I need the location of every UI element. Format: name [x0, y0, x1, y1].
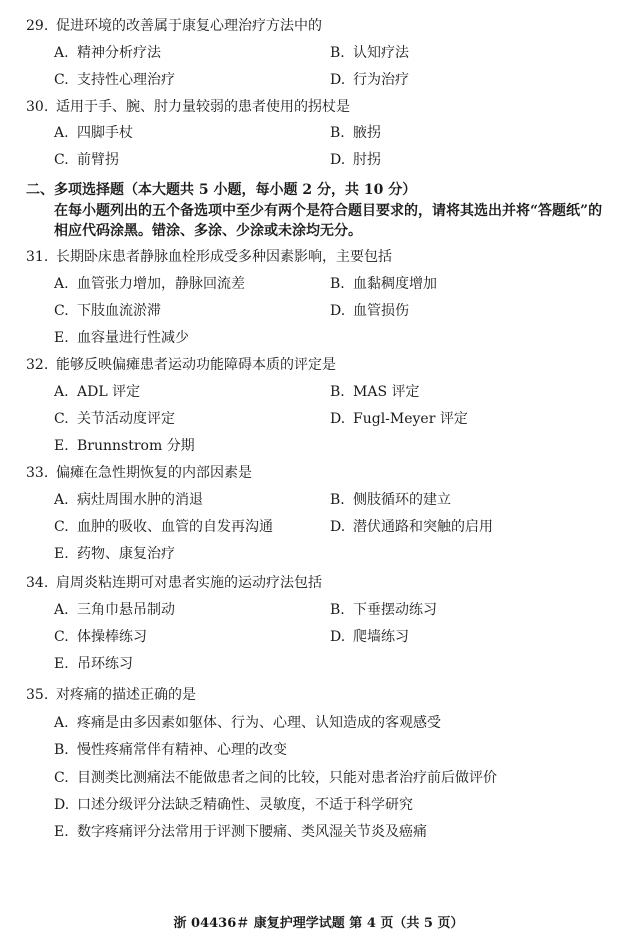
option-33-d	[330, 517, 493, 537]
option-letter: C.	[54, 303, 69, 319]
question-number: 33.	[26, 465, 49, 481]
option-text: 侧肢循环的建立	[353, 492, 451, 508]
question-32	[26, 355, 626, 375]
option-letter: E.	[54, 330, 69, 346]
option-letter: A.	[54, 45, 69, 61]
option-32-e	[54, 436, 195, 456]
option-text: 下肢血流淤滞	[77, 303, 161, 319]
option-letter: B.	[330, 492, 345, 508]
option-text: MAS 评定	[353, 384, 420, 400]
option-31-d	[330, 301, 409, 321]
option-text: 血黏稠度增加	[353, 276, 437, 292]
question-stem: 偏瘫在急性期恢复的内部因素是	[56, 465, 252, 481]
option-letter: E.	[54, 824, 69, 840]
option-34-c	[54, 627, 147, 647]
option-letter: A.	[54, 492, 69, 508]
option-letter: C.	[54, 152, 69, 168]
option-text: ADL 评定	[77, 384, 141, 400]
option-letter: C.	[54, 72, 69, 88]
question-30	[26, 97, 626, 117]
question-31	[26, 247, 626, 267]
question-number: 30.	[26, 99, 49, 115]
option-text: 关节活动度评定	[77, 411, 175, 427]
option-letter: B.	[330, 384, 345, 400]
option-letter: D.	[330, 629, 346, 645]
option-text: 病灶周围水肿的消退	[77, 492, 203, 508]
question-35	[26, 685, 626, 705]
option-text: 血管损伤	[353, 303, 409, 319]
option-30-d	[330, 150, 381, 170]
option-letter: A.	[54, 602, 69, 618]
question-number: 32.	[26, 357, 49, 373]
option-text: 行为治疗	[353, 72, 409, 88]
option-text: 口述分级评分法缺乏精确性、灵敏度，不适于科学研究	[77, 797, 413, 813]
option-letter: B.	[330, 276, 345, 292]
option-letter: D.	[330, 411, 346, 427]
question-number: 34.	[26, 575, 49, 591]
option-letter: D.	[330, 303, 346, 319]
option-letter: E.	[54, 438, 69, 454]
option-text: 爬墙练习	[353, 629, 409, 645]
option-letter: D.	[330, 152, 346, 168]
option-letter: D.	[330, 72, 346, 88]
section-instruction: 在每小题列出的五个备选项中至少有两个是符合题目要求的，请将其选出并将“答题纸”的相应代码涂黑。错涂、多涂、少涂或未涂均无分。	[54, 203, 603, 239]
question-stem: 肩周炎粘连期可对患者实施的运动疗法包括	[56, 575, 322, 591]
option-31-a	[54, 274, 245, 294]
option-text: 吊环练习	[77, 656, 133, 672]
option-30-c	[54, 150, 119, 170]
question-number: 29.	[26, 18, 49, 34]
option-letter: B.	[330, 45, 345, 61]
option-32-c	[54, 409, 175, 429]
option-text: 潜伏通路和突触的启用	[353, 519, 493, 535]
question-number: 31.	[26, 249, 49, 265]
option-letter: B.	[54, 742, 69, 758]
option-text: 目测类比测痛法不能做患者之间的比较，只能对患者治疗前后做评价	[77, 770, 497, 786]
option-29-a	[54, 43, 161, 63]
option-text: 三角巾悬吊制动	[77, 602, 175, 618]
question-stem: 能够反映偏瘫患者运动功能障碍本质的评定是	[56, 357, 336, 373]
option-letter: A.	[54, 125, 69, 141]
option-text: 慢性疼痛常伴有精神、心理的改变	[77, 742, 287, 758]
question-stem: 适用于手、腕、肘力量较弱的患者使用的拐杖是	[56, 99, 350, 115]
option-letter: D.	[330, 519, 346, 535]
option-35-d	[54, 795, 413, 815]
option-text: 认知疗法	[353, 45, 409, 61]
option-letter: E.	[54, 656, 69, 672]
option-text: 疼痛是由多因素如躯体、行为、心理、认知造成的客观感受	[77, 715, 441, 731]
option-33-e	[54, 544, 175, 564]
option-30-b	[330, 123, 381, 143]
option-31-e	[54, 328, 189, 348]
option-text: Brunnstrom 分期	[77, 438, 195, 454]
option-35-e	[54, 822, 427, 842]
option-29-d	[330, 70, 409, 90]
option-letter: C.	[54, 770, 69, 786]
option-29-b	[330, 43, 409, 63]
option-35-c	[54, 768, 497, 788]
question-stem: 促进环境的改善属于康复心理治疗方法中的	[56, 18, 322, 34]
option-letter: E.	[54, 546, 69, 562]
option-text: 血管张力增加，静脉回流差	[77, 276, 245, 292]
option-letter: A.	[54, 715, 69, 731]
option-letter: D.	[54, 797, 70, 813]
option-text: 下垂摆动练习	[353, 602, 437, 618]
option-text: 体操棒练习	[77, 629, 147, 645]
option-text: 数字疼痛评分法常用于评测下腰痛、类风湿关节炎及癌痛	[77, 824, 427, 840]
option-32-d	[330, 409, 468, 429]
option-34-b	[330, 600, 437, 620]
option-text: 腋拐	[353, 125, 381, 141]
option-text: 前臂拐	[77, 152, 119, 168]
question-number: 35.	[26, 687, 49, 703]
option-34-a	[54, 600, 175, 620]
option-34-d	[330, 627, 409, 647]
page-footer: 浙 04436＃ 康复护理学试题 第 4 页（共 5 页）	[173, 916, 464, 931]
option-29-c	[54, 70, 175, 90]
option-text: 药物、康复治疗	[77, 546, 175, 562]
option-letter: A.	[54, 384, 69, 400]
question-29	[26, 16, 626, 36]
option-letter: C.	[54, 519, 69, 535]
option-30-a	[54, 123, 133, 143]
option-33-a	[54, 490, 203, 510]
option-35-a	[54, 713, 441, 733]
option-text: Fugl-Meyer 评定	[353, 411, 468, 427]
option-32-a	[54, 382, 140, 402]
question-stem: 长期卧床患者静脉血栓形成受多种因素影响，主要包括	[56, 249, 392, 265]
question-stem: 对疼痛的描述正确的是	[56, 687, 196, 703]
option-text: 支持性心理治疗	[77, 72, 175, 88]
option-letter: C.	[54, 629, 69, 645]
option-34-e	[54, 654, 133, 674]
option-31-b	[330, 274, 437, 294]
section-heading: 二、多项选择题（本大题共 5 小题，每小题 2 分，共 10 分）	[26, 182, 417, 198]
option-letter: A.	[54, 276, 69, 292]
option-text: 精神分析疗法	[77, 45, 161, 61]
option-35-b	[54, 740, 287, 760]
option-33-b	[330, 490, 451, 510]
option-text: 肘拐	[353, 152, 381, 168]
option-letter: C.	[54, 411, 69, 427]
option-31-c	[54, 301, 161, 321]
option-text: 四脚手杖	[77, 125, 133, 141]
question-33	[26, 463, 626, 483]
question-34	[26, 573, 626, 593]
option-text: 血容量进行性减少	[77, 330, 189, 346]
option-text: 血肿的吸收、血管的自发再沟通	[77, 519, 273, 535]
option-32-b	[330, 382, 420, 402]
option-33-c	[54, 517, 273, 537]
option-letter: B.	[330, 125, 345, 141]
option-letter: B.	[330, 602, 345, 618]
